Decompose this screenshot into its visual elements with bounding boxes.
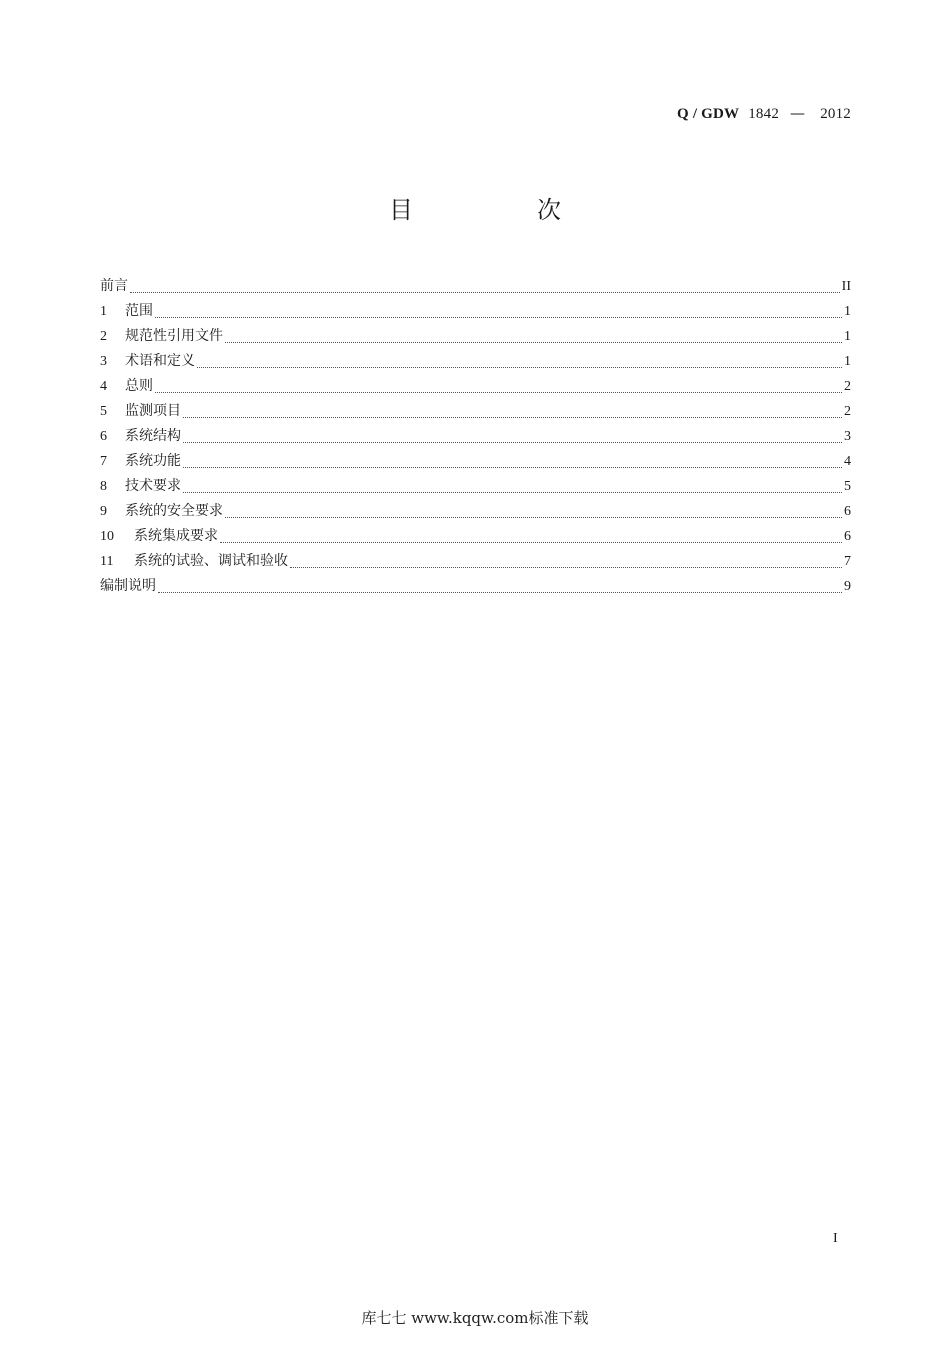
toc-entry[interactable] bbox=[100, 524, 851, 549]
toc-entry-page: 7 bbox=[844, 554, 851, 569]
standard-code bbox=[677, 104, 851, 123]
toc-entry-page: 6 bbox=[844, 529, 851, 544]
toc-entry[interactable] bbox=[100, 274, 851, 299]
toc-leader-dots bbox=[225, 342, 842, 343]
toc-entry-number: 6 bbox=[100, 429, 107, 444]
toc-entry-number: 5 bbox=[100, 404, 107, 419]
toc-leader-dots bbox=[158, 592, 842, 593]
toc-entry-label: 系统集成要求 bbox=[134, 528, 218, 544]
toc-entry[interactable] bbox=[100, 474, 851, 499]
toc-entry-number: 1 bbox=[100, 304, 107, 319]
toc-entry[interactable] bbox=[100, 324, 851, 349]
toc-leader-dots bbox=[183, 492, 842, 493]
standard-year: 2012 bbox=[820, 106, 851, 122]
toc-entry-label: 系统的试验、调试和验收 bbox=[134, 553, 288, 569]
toc-entry-number: 8 bbox=[100, 479, 107, 494]
toc-entry-label: 编制说明 bbox=[100, 578, 156, 594]
toc-entry[interactable] bbox=[100, 499, 851, 524]
toc-entry-page: 2 bbox=[844, 404, 851, 419]
toc-entry-number: 3 bbox=[100, 354, 107, 369]
toc-entry[interactable] bbox=[100, 374, 851, 399]
toc-entry-page: 6 bbox=[844, 504, 851, 519]
toc-entry-number: 4 bbox=[100, 379, 107, 394]
toc-entry-number: 10 bbox=[100, 529, 114, 544]
toc-entry[interactable] bbox=[100, 549, 851, 574]
toc-entry-page: II bbox=[841, 279, 851, 294]
table-of-contents bbox=[100, 274, 851, 599]
toc-leader-dots bbox=[220, 542, 842, 543]
standard-prefix: Q / GDW bbox=[677, 106, 740, 122]
standard-number: 1842 bbox=[748, 106, 780, 122]
toc-entry-label: 监测项目 bbox=[125, 403, 181, 419]
toc-entry[interactable] bbox=[100, 299, 851, 324]
toc-entry[interactable] bbox=[100, 449, 851, 474]
toc-leader-dots bbox=[183, 442, 842, 443]
toc-leader-dots bbox=[225, 517, 842, 518]
toc-leader-dots bbox=[183, 467, 842, 468]
page-title: 目 次 bbox=[389, 196, 611, 224]
toc-leader-dots bbox=[155, 317, 842, 318]
toc-entry-label: 规范性引用文件 bbox=[125, 328, 223, 344]
toc-entry-label: 范围 bbox=[125, 303, 153, 319]
page-number: I bbox=[833, 1231, 838, 1246]
toc-entry-label: 术语和定义 bbox=[125, 353, 195, 369]
toc-leader-dots bbox=[197, 367, 842, 368]
toc-entry-page: 9 bbox=[844, 579, 851, 594]
toc-entry[interactable] bbox=[100, 399, 851, 424]
footer-watermark: 库七七 www.kqqw.com标准下载 bbox=[361, 1309, 589, 1327]
standard-dash: — bbox=[790, 104, 806, 122]
toc-entry-number: 7 bbox=[100, 454, 107, 469]
toc-entry-page: 3 bbox=[844, 429, 851, 444]
toc-entry-page: 1 bbox=[844, 304, 851, 319]
toc-entry[interactable] bbox=[100, 349, 851, 374]
toc-leader-dots bbox=[130, 292, 840, 293]
toc-entry-label: 前言 bbox=[100, 278, 128, 294]
toc-leader-dots bbox=[183, 417, 842, 418]
toc-entry-label: 技术要求 bbox=[125, 478, 181, 494]
toc-entry-number: 2 bbox=[100, 329, 107, 344]
toc-entry-label: 总则 bbox=[125, 378, 153, 394]
toc-entry-page: 5 bbox=[844, 479, 851, 494]
toc-entry-page: 1 bbox=[844, 354, 851, 369]
toc-entry-page: 4 bbox=[844, 454, 851, 469]
toc-entry-number: 9 bbox=[100, 504, 107, 519]
toc-leader-dots bbox=[290, 567, 842, 568]
toc-entry-page: 2 bbox=[844, 379, 851, 394]
toc-entry-label: 系统结构 bbox=[125, 428, 181, 444]
toc-leader-dots bbox=[155, 392, 842, 393]
toc-entry-label: 系统的安全要求 bbox=[125, 503, 223, 519]
toc-entry[interactable] bbox=[100, 574, 851, 599]
toc-entry-label: 系统功能 bbox=[125, 453, 181, 469]
toc-entry[interactable] bbox=[100, 424, 851, 449]
toc-entry-page: 1 bbox=[844, 329, 851, 344]
toc-entry-number: 11 bbox=[100, 554, 114, 569]
